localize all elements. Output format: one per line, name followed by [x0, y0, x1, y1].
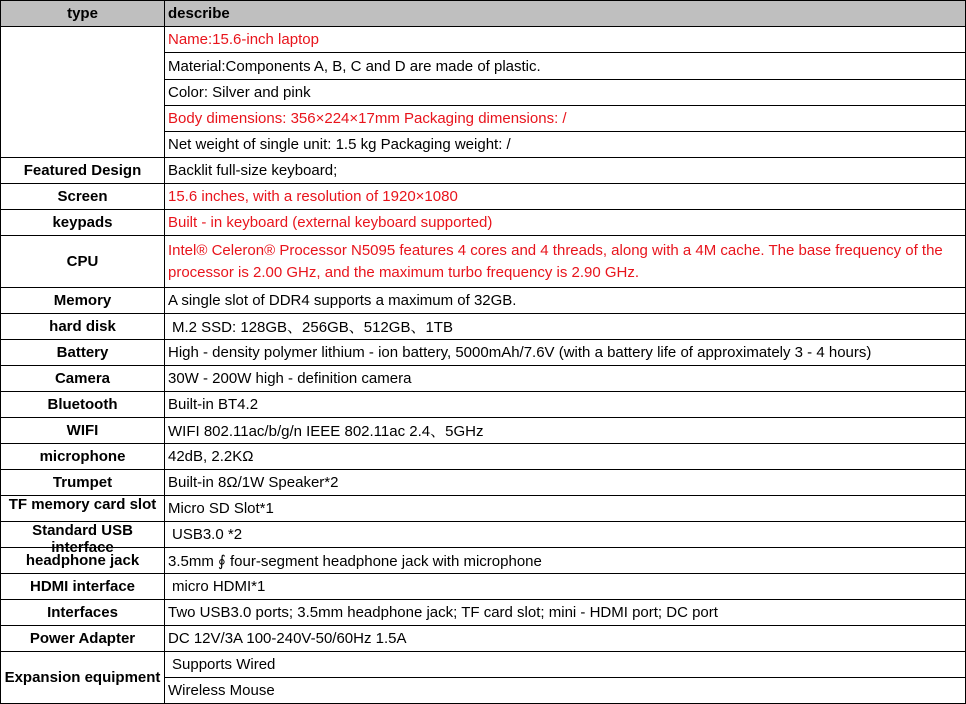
row-label: Power Adapter — [1, 626, 165, 652]
row-value: Built - in keyboard (external keyboard supported) — [165, 210, 966, 236]
expansion-value: Wireless Mouse — [165, 678, 966, 704]
row-value: Two USB3.0 ports; 3.5mm headphone jack; TF card slot; mini - HDMI port; DC port — [165, 600, 966, 626]
color-value: Color: Silver and pink — [165, 80, 966, 106]
row-label: Trumpet — [1, 470, 165, 496]
row-value: WIFI 802.11ac/b/g/n IEEE 802.11ac 2.4、5GHz — [165, 418, 966, 444]
row-value: Backlit full-size keyboard; — [165, 158, 966, 184]
dimensions-value: Body dimensions: 356×224×17mm Packaging dimensions: / — [165, 106, 966, 132]
row-label: HDMI interface — [1, 574, 165, 600]
table-row — [1, 652, 966, 678]
row-value: High - density polymer lithium - ion battery, 5000mAh/7.6V (with a battery life of approximately 3 - 4 hours) — [165, 340, 966, 366]
row-label: hard disk — [1, 314, 165, 340]
row-value: A single slot of DDR4 supports a maximum of 32GB. — [165, 288, 966, 314]
name-value: Name:15.6-inch laptop — [165, 27, 966, 53]
row-value: 3.5mm ∮ four-segment headphone jack with microphone — [165, 548, 966, 574]
row-label-cell — [1, 496, 165, 522]
row-label: Screen — [1, 184, 165, 210]
row-label: keypads — [1, 210, 165, 236]
row-label: headphone jack — [1, 548, 165, 574]
table-row — [1, 522, 966, 548]
expansion-label: Expansion equipment — [1, 652, 165, 704]
row-value: M.2 SSD: 128GB、256GB、512GB、1TB — [165, 314, 966, 340]
weight-value: Net weight of single unit: 1.5 kg Packaging weight: / — [165, 132, 966, 158]
table-row — [1, 27, 966, 53]
table-row — [1, 574, 966, 600]
row-value: 30W - 200W high - definition camera — [165, 366, 966, 392]
row-value: Built-in BT4.2 — [165, 392, 966, 418]
table-row — [1, 288, 966, 314]
table-row — [1, 340, 966, 366]
table-row — [1, 184, 966, 210]
row-label: Camera — [1, 366, 165, 392]
header-row — [1, 1, 966, 27]
table-row — [1, 210, 966, 236]
basic-info-label-cell — [1, 27, 165, 158]
row-label: Interfaces — [1, 600, 165, 626]
material-value: Material:Components A, B, C and D are made of plastic. — [165, 53, 966, 80]
row-value: DC 12V/3A 100-240V-50/60Hz 1.5A — [165, 626, 966, 652]
row-value: Intel® Celeron® Processor N5095 features 4 cores and 4 threads, along with a 4M cache. The base frequency of the processor is 2.00 GHz, and the maximum turbo frequency is 2.90 GHz. — [165, 236, 966, 288]
row-value: Built-in 8Ω/1W Speaker*2 — [165, 470, 966, 496]
row-label: Standard USB interface — [32, 522, 133, 556]
table-row — [1, 158, 966, 184]
row-label: microphone — [1, 444, 165, 470]
row-label: WIFI — [1, 418, 165, 444]
row-label-cell — [1, 522, 165, 556]
table-row — [1, 392, 966, 418]
table-row — [1, 548, 966, 574]
table-row — [1, 626, 966, 652]
row-value: USB3.0 *2 — [165, 522, 966, 548]
table-row — [1, 418, 966, 444]
row-label: TF memory card slot — [8, 496, 157, 513]
table-row — [1, 600, 966, 626]
table-row — [1, 236, 966, 288]
row-value: micro HDMI*1 — [165, 574, 966, 600]
row-label: Memory — [1, 288, 165, 314]
header-describe: describe — [165, 1, 966, 27]
expansion-value: Supports Wired — [165, 652, 966, 678]
table-row — [1, 444, 966, 470]
row-label: Featured Design — [1, 158, 165, 184]
row-value: 42dB, 2.2KΩ — [165, 444, 966, 470]
row-label: Bluetooth — [1, 392, 165, 418]
row-label: Battery — [1, 340, 165, 366]
row-value: Micro SD Slot*1 — [165, 496, 966, 522]
table-row — [1, 366, 966, 392]
table-row — [1, 496, 966, 522]
row-label: CPU — [1, 236, 165, 288]
header-type: type — [1, 1, 165, 27]
table-row — [1, 314, 966, 340]
row-value: 15.6 inches, with a resolution of 1920×1080 — [165, 184, 966, 210]
table-row — [1, 470, 966, 496]
